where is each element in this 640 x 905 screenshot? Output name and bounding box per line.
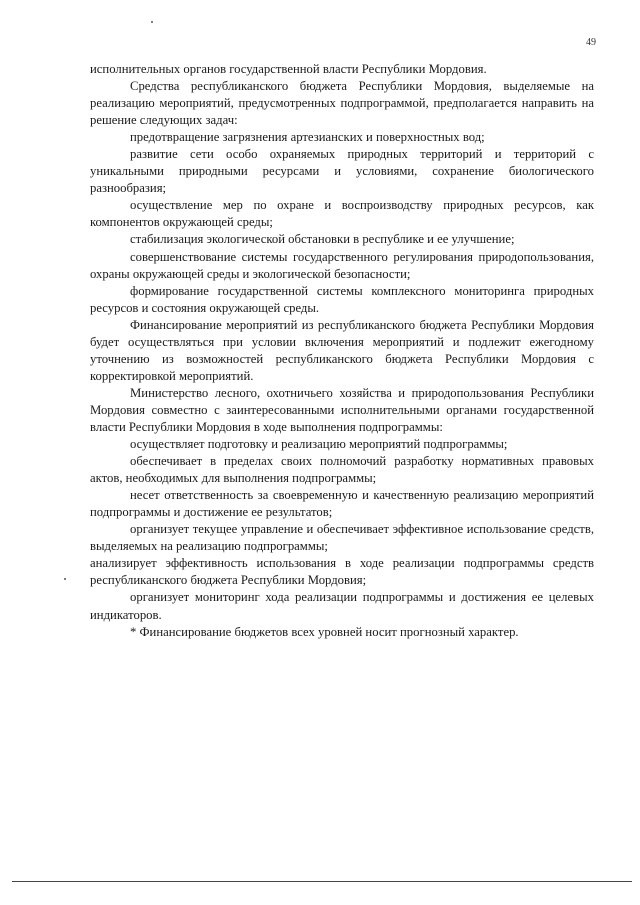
paragraph: предотвращение загрязнения артезианских и поверхностных вод;: [130, 130, 485, 145]
paragraph: Министерство лесного, охотничьего хозяйства и природопользования Республики Мордовия совместно с заинтересованными исполнительными органами государственной власти Республики Мордовия в ходе выполнения подпрограммы:: [90, 385, 594, 434]
paragraph: Средства республиканского бюджета Республики Мордовия, выделяемые на реализацию мероприятий, предусмотренных подпрограммой, предполагается направить на решение следующих задач:: [90, 79, 594, 128]
paragraph: формирование государственной системы комплексного мониторинга природных ресурсов и состояния окружающей среды.: [90, 283, 594, 315]
paragraph: обеспечивает в пределах своих полномочий разработку нормативных правовых актов, необходимых для выполнения подпрограммы;: [90, 454, 594, 486]
paragraph: несет ответственность за своевременную и качественную реализацию мероприятий подпрограммы и достижение ее результатов;: [90, 488, 594, 520]
document-body: [90, 61, 594, 641]
page-number: 49: [586, 37, 596, 48]
paragraph: анализирует эффективность использования в ходе реализации подпрограммы средств республиканского бюджета Республики Мордовия;: [90, 556, 594, 588]
paragraph: осуществление мер по охране и воспроизводству природных ресурсов, как компонентов окружающей среды;: [90, 198, 594, 230]
footer-rule: [12, 881, 632, 882]
paragraph: организует текущее управление и обеспечивает эффективное использование средств, выделяемых на реализацию подпрограммы;: [90, 522, 594, 554]
paragraph: * Финансирование бюджетов всех уровней носит прогнозный характер.: [130, 624, 519, 639]
paragraph: развитие сети особо охраняемых природных территорий и территорий с уникальными природными ресурсами и условиями, сохранение биологического разнообразия;: [90, 147, 594, 196]
paragraph: исполнительных органов государственной власти Республики Мордовия.: [90, 62, 487, 76]
scan-speck: [151, 21, 153, 23]
scan-speck: [64, 578, 66, 580]
paragraph: осуществляет подготовку и реализацию мероприятий подпрограммы;: [130, 437, 508, 452]
paragraph: Финансирование мероприятий из республиканского бюджета Республики Мордовия будет осуществляться при условии включения мероприятий и подлежит ежегодному уточнению из возможностей республиканского бюджета Республики Мордовия с корректировкой мероприятий.: [90, 317, 594, 383]
paragraph: стабилизация экологической обстановки в республике и ее улучшение;: [130, 232, 515, 247]
paragraph: совершенствование системы государственного регулирования природопользования, охраны окружающей среды и экологической безопасности;: [90, 249, 594, 281]
paragraph: организует мониторинг хода реализации подпрограммы и достижения ее целевых индикаторов.: [90, 590, 594, 622]
